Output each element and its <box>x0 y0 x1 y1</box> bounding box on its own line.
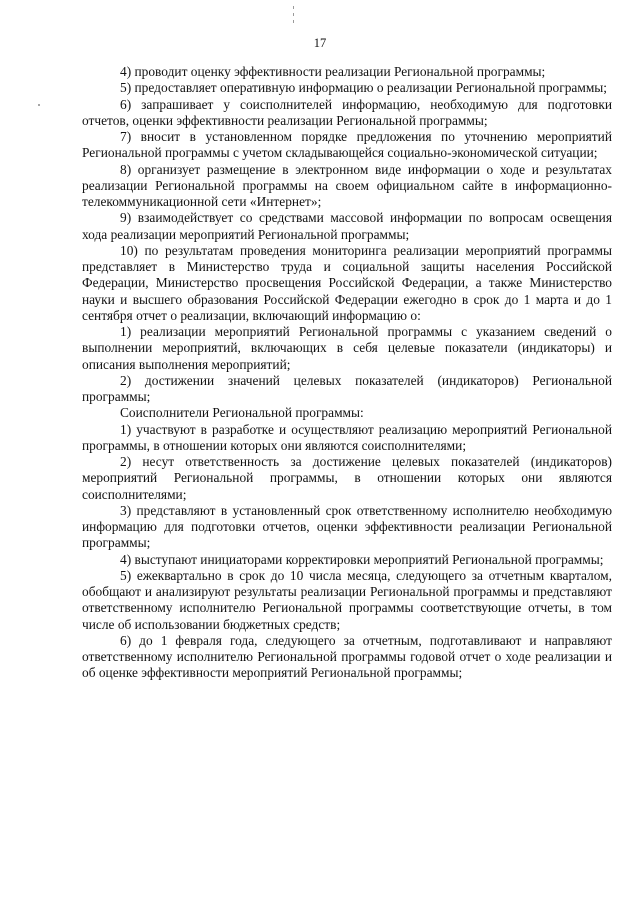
report-subitem-1: 1) реализации мероприятий Региональной программы с указанием сведений о выполнении мероприятий, включающих в себя целевые показатели (индикаторы) и описания выполнения мероприятий; <box>82 324 612 372</box>
document-body <box>82 64 612 682</box>
coexecutor-item-2: 2) несут ответственность за достижение целевых показателей (индикаторов) мероприятий Региональной программы, в отношении которых они являются соисполнителями; <box>82 454 612 502</box>
coexecutor-item-6: 6) до 1 февраля года, следующего за отчетным, подготавливают и направляют ответственному исполнителю Региональной программы годовой отчет о ходе реализации и об оценке эффективности мероприятий Региональной программы; <box>82 632 612 681</box>
page-number: 17 <box>313 36 327 50</box>
scan-artifact-mark <box>293 6 294 9</box>
paragraph-item-9: 9) взаимодействует со средствами массовой информации по вопросам освещения хода реализации мероприятий Региональной программы; <box>82 210 612 242</box>
coexecutor-item-5: 5) ежеквартально в срок до 10 числа месяца, следующего за отчетным кварталом, обобщают и анализируют результаты реализации Региональной программы и представляют ответственному исполнителю Региональной программы соответствующие отчеты, в том числе об использовании бюджетных средств; <box>82 567 612 632</box>
report-subitem-2: 2) достижении значений целевых показателей (индикаторов) Региональной программы; <box>82 372 612 404</box>
margin-speck <box>38 104 40 106</box>
paragraph-item-5: 5) предоставляет оперативную информацию о реализации Региональной программы; <box>120 80 608 96</box>
coexecutor-item-4: 4) выступают инициаторами корректировки мероприятий Региональной программы; <box>120 551 604 567</box>
paragraph-item-8: 8) организует размещение в электронном виде информации о ходе и результатах реализации Региональной программы на своем официальном сайте в информационно-телекоммуникационной сети «Интернет»; <box>82 161 612 209</box>
coexecutor-item-3: 3) представляют в установленный срок ответственному исполнителю необходимую информацию для подготовки отчетов, оценки эффективности реализации Региональной программы; <box>82 502 612 551</box>
scan-artifact-mark <box>293 13 294 16</box>
section-heading-coexecutors: Соисполнители Региональной программы: <box>120 405 364 421</box>
paragraph-item-7: 7) вносит в установленном порядке предложения по уточнению мероприятий Региональной программы с учетом складывающейся социально-экономической ситуации; <box>82 129 612 161</box>
coexecutor-item-1: 1) участвуют в разработке и осуществляют реализацию мероприятий Региональной программы, в отношении которых они являются соисполнителями; <box>82 421 612 453</box>
paragraph-item-6: 6) запрашивает у соисполнителей информацию, необходимую для подготовки отчетов, оценки эффективности реализации Региональной программы; <box>82 96 612 128</box>
scan-artifact-mark <box>293 20 294 23</box>
paragraph-item-10: 10) по результатам проведения мониторинга реализации мероприятий программы представляет в Министерство труда и социальной защиты населения Российской Федерации, Министерство просвещения Российской Федерации, а также Министерство науки и высшего образования Российской Федерации ежегодно в срок до 1 марта и до 1 сентября отчет о реализации, включающий информацию о: <box>82 242 612 323</box>
paragraph-item-4: 4) проводит оценку эффективности реализации Региональной программы; <box>120 64 546 79</box>
